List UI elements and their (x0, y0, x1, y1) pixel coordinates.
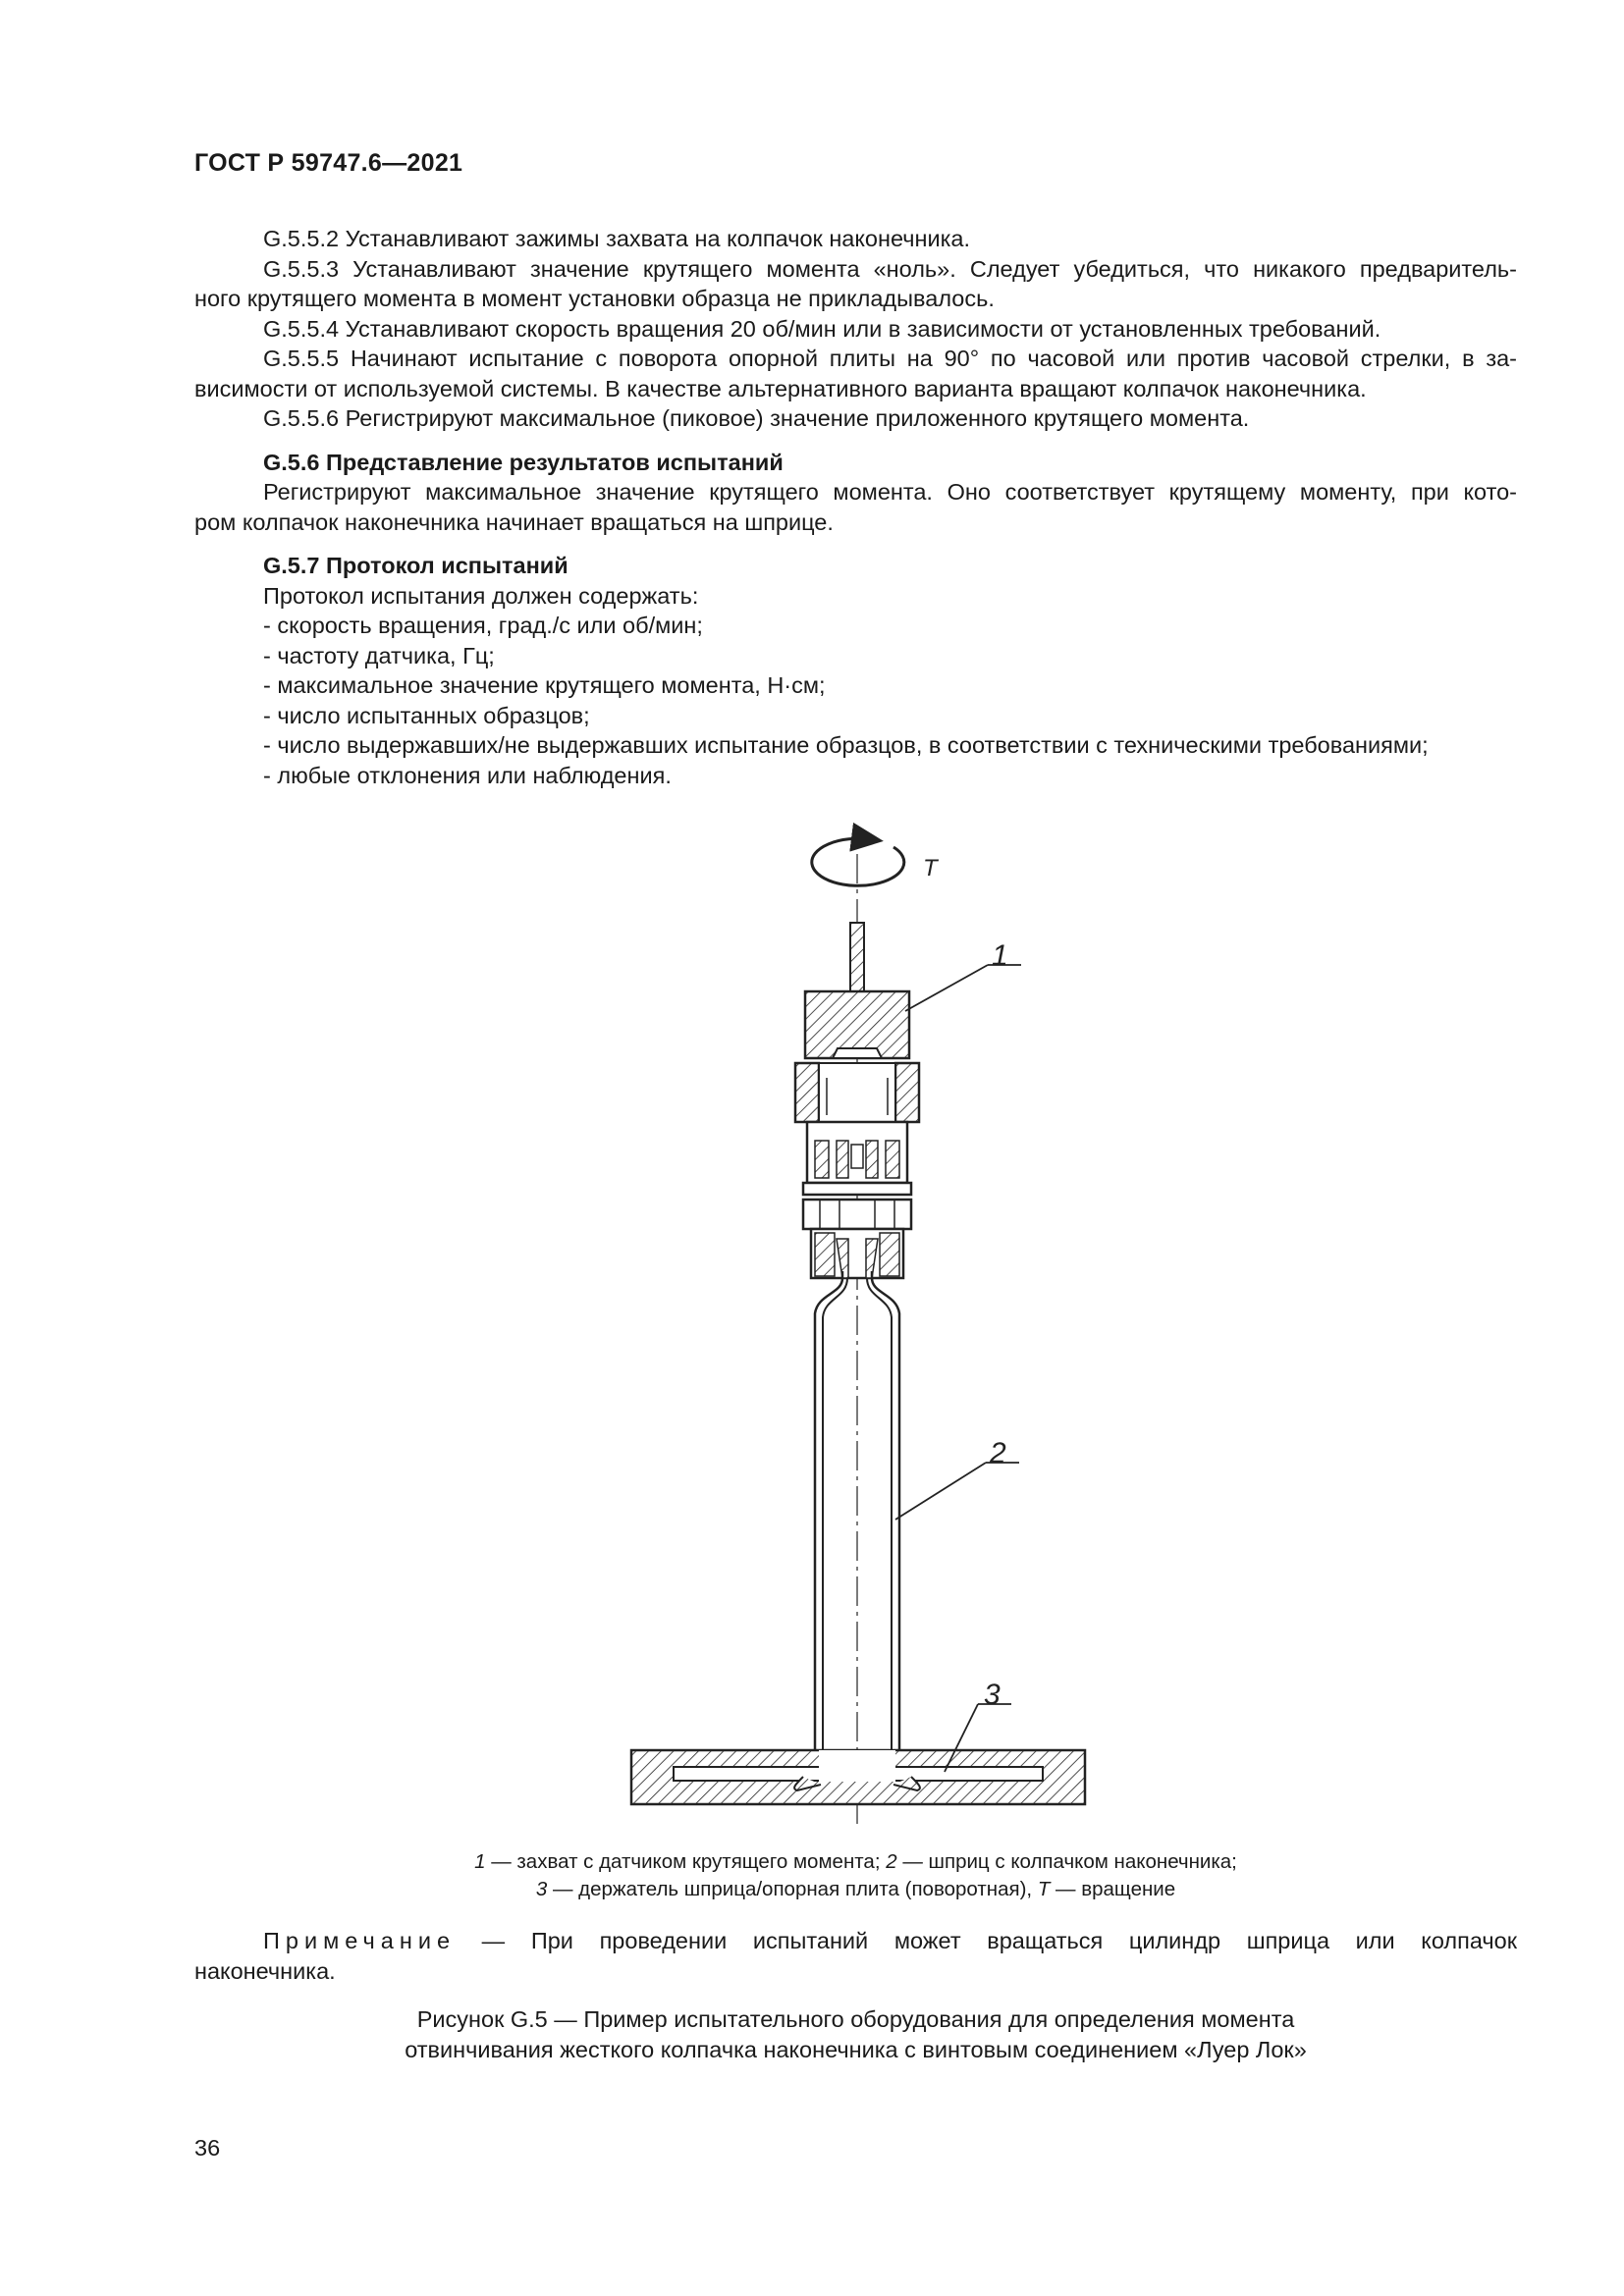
paragraph-g5555-line2: висимости от используемой системы. В качестве альтернативного варианта вращают колпачок наконечника. (194, 375, 1367, 401)
paragraph-g5554: G.5.5.4 Устанавливают скорость вращения 20 об/мин или в зависимости от установленных требований. (263, 315, 1381, 342)
figure-legend (194, 1848, 1517, 1903)
protocol-item: - число испытанных образцов; (263, 702, 590, 728)
paragraph-g5556: G.5.5.6 Регистрируют максимальное (пиковое) значение приложенного крутящего момента. (263, 405, 1250, 431)
paragraph-g5555-line1: G.5.5.5 Начинают испытание с поворота опорной плиты на 90° по часовой или против часовой стрелки, в за- (263, 346, 1517, 371)
protocol-item: - число выдержавших/не выдержавших испытание образцов, в соответствии с техническими требованиями; (263, 732, 1429, 758)
legend-text: — вращение (1050, 1878, 1176, 1900)
section-g57-intro: Протокол испытания должен содержать: (263, 582, 699, 609)
caption-line-2: отвинчивания жесткого колпачка наконечника с винтовым соединением «Луер Лок» (405, 2037, 1307, 2062)
paragraph-g5553-line1: G.5.5.3 Устанавливают значение крутящего момента «ноль». Следует убедиться, что никакого предваритель- (263, 255, 1517, 282)
figure-g5-drawing (609, 823, 1100, 1834)
section-g57-title: G.5.7 Протокол испытаний (263, 553, 568, 578)
paragraph-g5552: G.5.5.2 Устанавливают зажимы захвата на колпачок наконечника. (263, 226, 970, 251)
protocol-item: - любые отклонения или наблюдения. (263, 762, 672, 788)
rotation-label: T (923, 855, 938, 881)
drive-shaft (850, 923, 864, 991)
section-g56-line2: ром колпачок наконечника начинает вращаться на шприце. (194, 508, 834, 535)
section-g56-title: G.5.6 Представление результатов испытаний (263, 449, 784, 475)
legend-line-1 (194, 1848, 1517, 1876)
figure-caption (194, 2004, 1517, 2065)
section-g555-text (194, 224, 1517, 790)
callout-1: 1 (992, 939, 1008, 972)
callout-3: 3 (984, 1679, 1001, 1711)
page-number: 36 (194, 2135, 221, 2161)
note-line-1 (194, 1926, 1517, 1956)
legend-text: — захват с датчиком крутящего момента; (485, 1850, 887, 1873)
legend-number: T (1037, 1878, 1051, 1900)
legend-text: — держатель шприца/опорная плита (поворотная), (547, 1878, 1038, 1900)
note-text: — При проведении испытаний может вращаться цилиндр шприца или колпачок (456, 1928, 1517, 1953)
section-g56-line1: Регистрируют максимальное значение крутящего момента. Оно соответствует крутящему моменту, при кото- (263, 479, 1517, 505)
note-line-2: наконечника. (194, 1957, 336, 1984)
figure-note (194, 1926, 1517, 1986)
legend-text: — шприц с колпачком наконечника; (896, 1850, 1237, 1873)
protocol-item: - максимальное значение крутящего момента, Н·см; (263, 672, 826, 698)
caption-line-1: Рисунок G.5 — Пример испытательного оборудования для определения момента (416, 2006, 1295, 2032)
legend-number: 3 (535, 1878, 548, 1900)
callout-2: 2 (990, 1437, 1006, 1469)
paragraph-g5553-line2: ного крутящего момента в момент установки образца не прикладывалось. (194, 286, 995, 311)
document-header: ГОСТ Р 59747.6—2021 (194, 149, 463, 177)
protocol-item: - частоту датчика, Гц; (263, 642, 495, 668)
rotation-arrow-icon (812, 838, 904, 885)
luer-lock-cap (803, 1122, 911, 1278)
torque-gripper (795, 991, 919, 1122)
note-label: Примечание (263, 1928, 457, 1953)
protocol-item: - скорость вращения, град./с или об/мин; (263, 613, 703, 638)
support-plate (631, 1750, 1085, 1804)
legend-number: 1 (474, 1850, 486, 1873)
legend-line-2 (194, 1876, 1517, 1903)
legend-number: 2 (886, 1850, 897, 1873)
